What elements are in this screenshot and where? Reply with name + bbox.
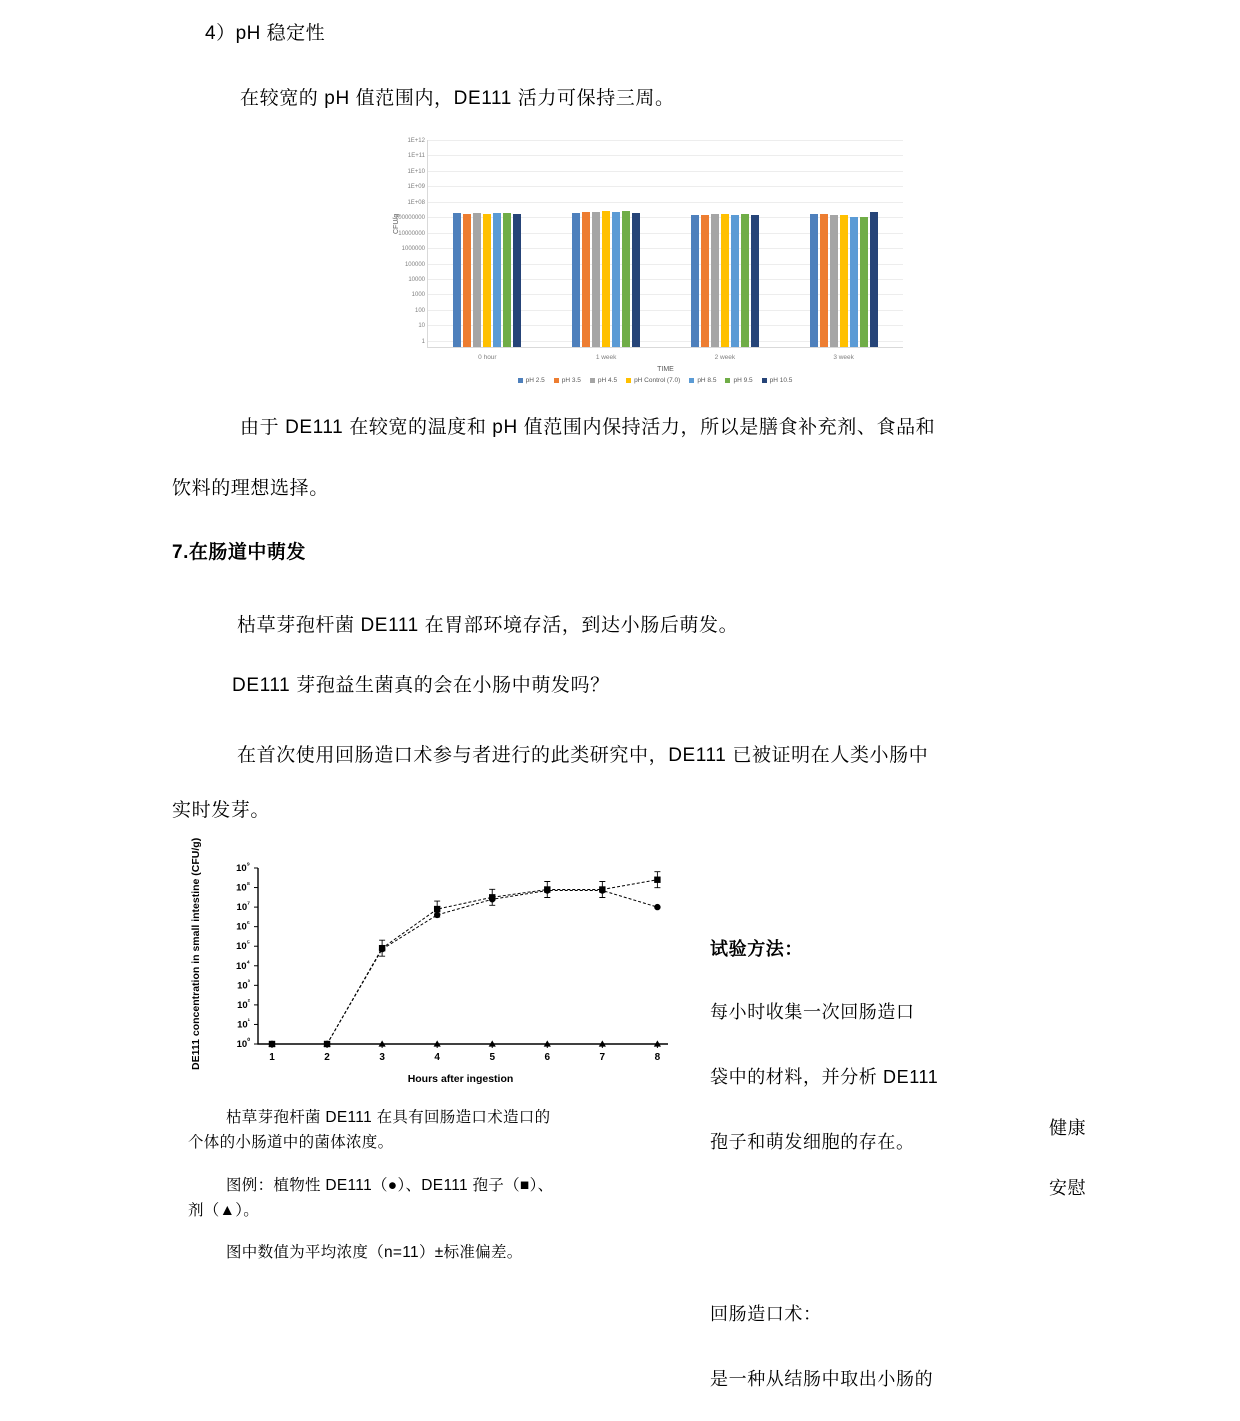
bar-chart-bar [870,212,878,347]
bar-chart-bar [721,214,729,347]
side-ileostomy-line1: 是一种从结肠中取出小肠的 [710,1369,934,1389]
line-chart-x-tick-label: 8 [654,1052,661,1063]
bar-chart-bar [741,214,749,347]
paragraph-survive-stomach: 枯草芽孢杆菌 DE111 在胃部环境存活，到达小肠后萌发。 [237,615,739,636]
legend-swatch [626,378,631,383]
bar-chart-bar [840,215,848,347]
side-word-healthy: 健康 [1049,1118,1087,1138]
bar-chart-group [547,140,666,361]
bar-chart-bar [572,213,580,347]
line-chart-data-point [599,887,605,893]
paragraph-ileostomy-study-line1: 在首次使用回肠造口术参与者进行的此类研究中，DE111 已被证明在人类小肠中 [237,745,929,766]
line-chart-y-tick-label: $10^{^4}$ [235,959,250,972]
bar-chart-y-tick: 100000000 [394,215,425,222]
heading-germination-in-gut: 7.在肠道中萌发 [172,542,306,563]
bar-chart-y-tick: 100000 [404,261,425,268]
bar-chart-y-tick: 1E+08 [407,199,425,206]
bar-chart-group [666,140,785,361]
line-chart-axes [258,868,668,1044]
figure-caption-line1: 枯草芽孢杆菌 DE111 在具有回肠造口术造口的 [226,1109,551,1126]
line-chart-y-tick-label: $10^{^7}$ [236,901,250,914]
bar-chart-group [428,140,547,361]
line-chart-series-line [272,891,657,1045]
bar-chart-y-tick: 100 [414,307,425,314]
bar-chart-bar [850,217,858,347]
legend-swatch [590,378,595,383]
bar-chart-x-tick: 2 week [714,354,736,361]
line-chart-data-point [654,904,660,910]
side-method-line3: 孢子和萌发细胞的存在。 [710,1132,915,1152]
line-chart-y-tick-label: $10^{^9}$ [236,862,250,874]
line-chart-y-tick-label: $10^{^8}$ [236,881,250,894]
bar-chart-x-tick: 1 week [595,354,617,361]
bar-chart-bar [602,211,610,347]
line-chart-data-point [654,877,660,883]
paragraph-question-germinate: DE111 芽孢益生菌真的会在小肠中萌发吗？ [232,675,610,696]
line-chart-y-tick-label: $10^{^5}$ [236,940,250,953]
line-chart-y-axis-label: DE111 concentration in small intestine (CFU/g) [190,837,202,1070]
line-chart-x-tick-label: 4 [434,1052,440,1063]
bar-chart-y-tick: 1 [421,338,425,345]
line-chart-x-tick-label: 6 [544,1052,551,1063]
paragraph-ideal-choice-line1: 由于 DE111 在较宽的温度和 pH 值范围内保持活力，所以是膳食补充剂、食品和 [240,417,936,438]
bar-chart-y-tick: 10000000 [398,230,425,237]
legend-swatch [518,378,523,383]
bar-chart-legend-item: pH 2.5 [518,377,545,384]
bar-chart-y-axis-label: CFU/g [393,213,400,234]
bar-chart-bar [830,215,838,347]
line-chart-y-tick-label: $10^{^6}$ [236,920,250,933]
line-chart-data-point [544,887,550,893]
line-chart-data-point [434,912,440,918]
bar-chart-bar [860,217,868,347]
legend-swatch [762,378,767,383]
line-chart-series-line [272,880,657,1044]
bar-chart-x-tick: 3 week [833,354,854,361]
line-chart-y-tick-label: $10^{^3}$ [237,979,250,992]
bar-chart-bar [473,213,481,347]
figure-caption-line2: 个体的小肠道中的菌体浓度。 [188,1134,394,1151]
line-chart-x-tick-label: 1 [269,1052,275,1063]
bar-chart-x-tick: 0 hour [478,354,497,361]
bar-chart-legend-item: pH Control (7.0) [626,377,680,384]
bar-chart-legend-item: pH 3.5 [554,377,581,384]
side-heading-ileostomy: 回肠造口术： [710,1304,822,1324]
bar-chart-bar [622,211,630,347]
line-chart-data-point [489,896,495,902]
bar-chart-y-tick: 1000000 [401,246,425,253]
bar-chart-legend-item: pH 8.5 [689,377,716,384]
bar-chart-bar [711,214,719,347]
side-method-line2: 袋中的材料，并分析 DE111 [710,1067,939,1087]
bar-chart-y-tick: 10000 [408,277,425,283]
bar-chart-y-tick: 1E+10 [407,168,425,175]
line-chart-y-tick-label: $10^{^1}$ [237,1018,250,1031]
bar-chart-bar [493,213,501,347]
legend-swatch [554,378,559,383]
bar-chart-legend [395,377,915,384]
bar-chart-bar [453,213,461,347]
line-chart-y-tick-label: $10^{^0}$ [236,1038,250,1050]
bar-chart-legend-item: pH 10.5 [762,377,793,384]
bar-chart-bar [503,213,511,347]
legend-swatch [725,378,730,383]
figure-caption-line5: 图中数值为平均浓度（n=11）±标准偏差。 [226,1244,523,1261]
bar-chart-bar [612,212,620,347]
bar-chart-y-tick: 1E+12 [407,138,425,144]
side-method-line1: 每小时收集一次回肠造口 [710,1002,915,1022]
bar-chart-y-tick: 1E+09 [407,184,425,191]
line-chart-x-tick-label: 5 [489,1052,496,1063]
bar-chart-bar [483,214,491,347]
line-chart-data-point [379,946,385,952]
line-chart-x-axis-label: Hours after ingestion [407,1073,514,1085]
side-word-placebo: 安慰 [1049,1178,1087,1198]
figure-caption-line3: 图例：植物性 DE111（●）、DE111 孢子（■）、 [226,1177,554,1194]
heading-ph-stability: 4）pH 稳定性 [205,23,326,44]
bar-chart-y-tick: 1E+11 [407,153,425,160]
bar-chart-bar [513,214,521,347]
paragraph-ph-activity: 在较宽的 pH 值范围内，DE111 活力可保持三周。 [240,88,675,109]
bar-chart-y-tick: 10 [418,323,425,330]
bar-chart-bar [701,215,709,347]
bar-chart-bar [810,214,818,347]
line-chart-x-tick-label: 3 [379,1052,385,1063]
bar-chart-x-axis-label: TIME [657,366,674,373]
ph-stability-bar-chart [395,134,915,384]
line-chart-x-tick-label: 2 [324,1052,330,1063]
paragraph-ideal-choice-line2: 饮料的理想选择。 [172,478,329,499]
bar-chart-bar [820,214,828,347]
figure-caption-line4: 剂（▲）。 [188,1202,260,1219]
line-chart-x-tick-label: 7 [599,1052,606,1063]
paragraph-ileostomy-study-line2: 实时发芽。 [172,800,271,821]
bar-chart-group [784,140,903,361]
bar-chart-bar [592,212,600,347]
bar-chart-y-tick: 1000 [411,292,425,299]
bar-chart-legend-item: pH 4.5 [590,377,617,384]
side-heading-method: 试验方法： [710,939,803,959]
bar-chart-bar [691,215,699,347]
de111-germination-line-chart [188,837,683,1087]
bar-chart-bar [463,214,471,347]
bar-chart-bar [582,212,590,347]
bar-chart-legend-item: pH 9.5 [725,377,752,384]
line-chart-data-point [434,906,440,912]
bar-chart-bar [751,215,759,347]
bar-chart-bar [632,213,640,347]
line-chart-y-tick-label: $10^{^2}$ [237,998,250,1011]
bar-chart-bar [731,215,739,347]
legend-swatch [689,378,694,383]
line-chart-svg [188,852,683,1087]
